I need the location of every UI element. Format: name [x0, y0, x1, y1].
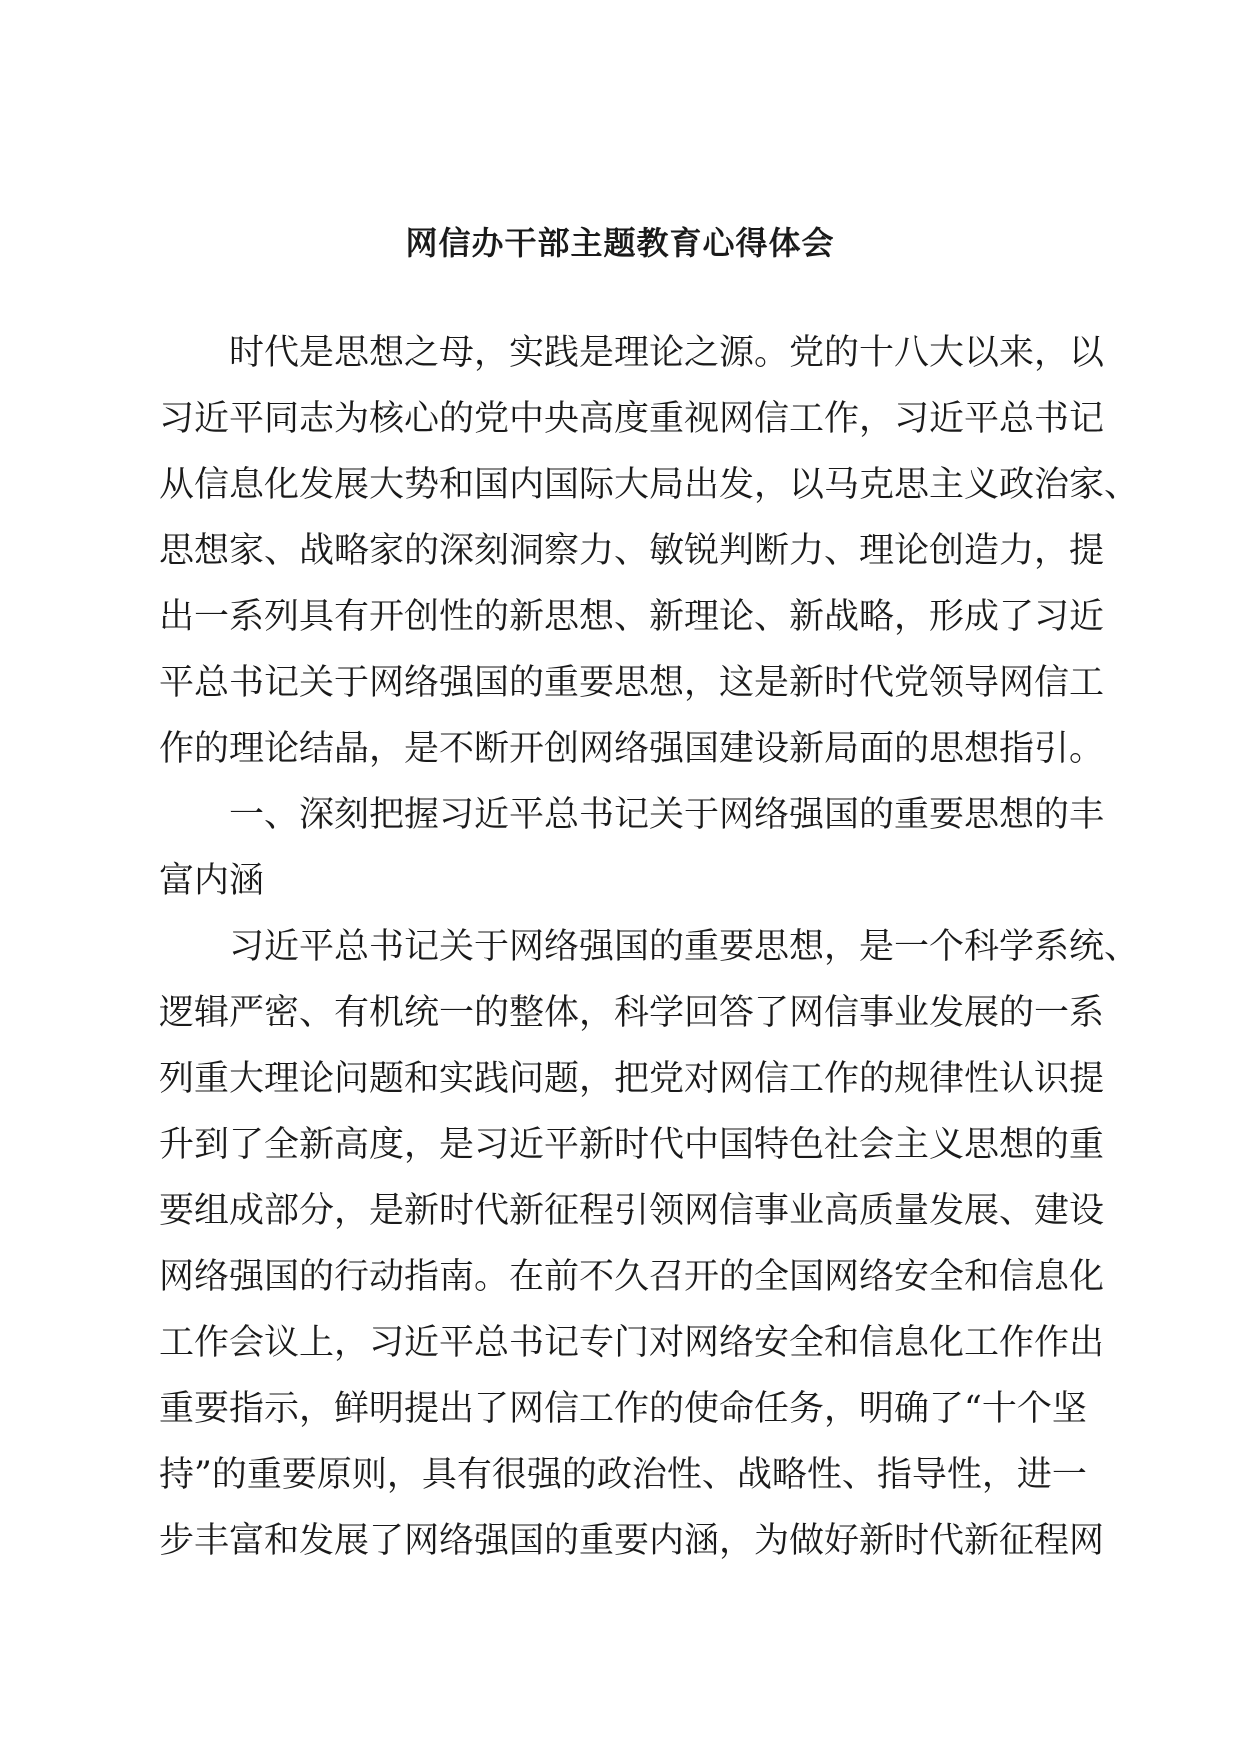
body-line: 列重大理论问题和实践问题，把党对网信工作的规律性认识提	[159, 1059, 1105, 1099]
body-line: 网络强国的行动指南。在前不久召开的全国网络安全和信息化	[159, 1257, 1105, 1297]
body-line: 重要指示，鲜明提出了网信工作的使命任务，明确了“十个坚	[159, 1389, 1087, 1429]
body-line: 升到了全新高度，是习近平新时代中国特色社会主义思想的重	[159, 1125, 1105, 1165]
body-line: 持”的重要原则，具有很强的政治性、战略性、指导性，进一	[159, 1455, 1087, 1495]
body-line: 时代是思想之母，实践是理论之源。党的十八大以来，以	[229, 333, 1105, 373]
body-line: 作的理论结晶，是不断开创网络强国建设新局面的思想指引。	[159, 729, 1105, 769]
document-title: 网信办干部主题教育心得体会	[405, 224, 835, 262]
body-line: 习近平总书记关于网络强国的重要思想，是一个科学系统、	[229, 927, 1140, 967]
section-heading-line: 一、深刻把握习近平总书记关于网络强国的重要思想的丰	[229, 795, 1105, 835]
body-line: 平总书记关于网络强国的重要思想，这是新时代党领导网信工	[159, 663, 1105, 703]
document-body	[159, 320, 1140, 1574]
body-line: 习近平同志为核心的党中央高度重视网信工作，习近平总书记	[159, 399, 1105, 439]
body-line: 逻辑严密、有机统一的整体，科学回答了网信事业发展的一系	[159, 993, 1105, 1033]
body-line: 工作会议上，习近平总书记专门对网络安全和信息化工作作出	[159, 1323, 1105, 1363]
section-heading-line: 富内涵	[159, 861, 265, 901]
body-line: 要组成部分，是新时代新征程引领网信事业高质量发展、建设	[159, 1191, 1105, 1231]
body-line: 出一系列具有开创性的新思想、新理论、新战略，形成了习近	[159, 597, 1105, 637]
body-line: 从信息化发展大势和国内国际大局出发，以马克思主义政治家、	[159, 465, 1140, 505]
body-line: 思想家、战略家的深刻洞察力、敏锐判断力、理论创造力，提	[159, 531, 1105, 571]
body-line: 步丰富和发展了网络强国的重要内涵，为做好新时代新征程网	[159, 1521, 1105, 1561]
